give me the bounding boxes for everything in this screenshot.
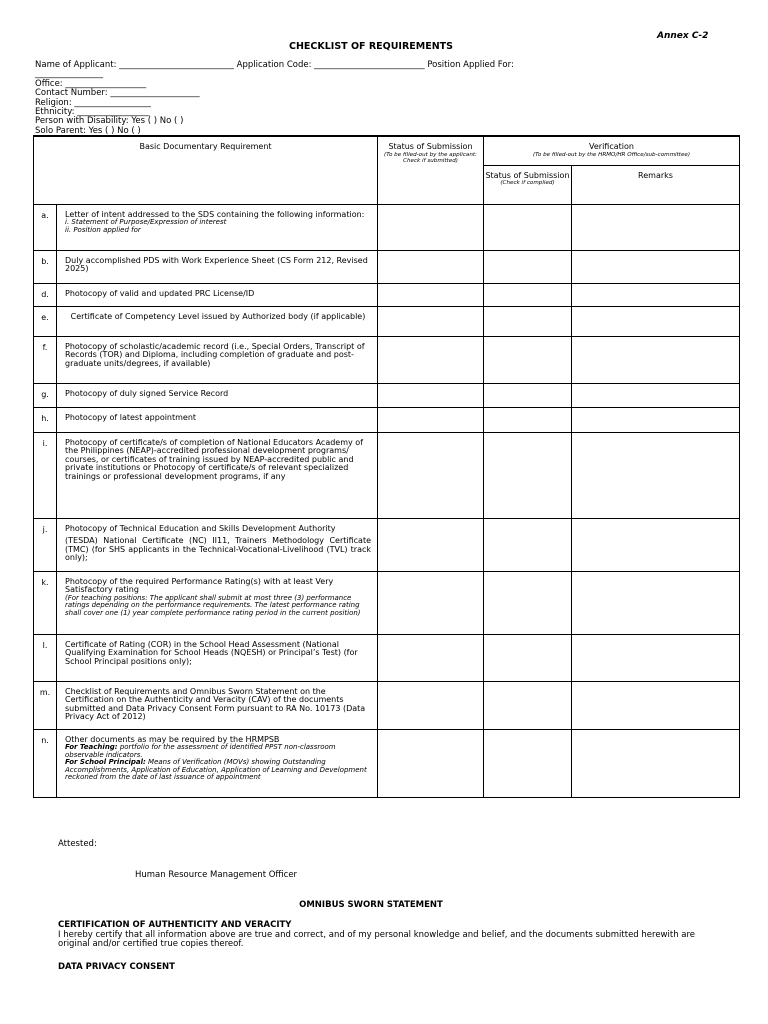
row-letter: i. <box>34 432 57 518</box>
cav-title: CERTIFICATION OF AUTHENTICITY AND VERACITY <box>58 920 292 930</box>
data-privacy-title: DATA PRIVACY CONSENT <box>58 962 175 972</box>
table-row <box>34 407 740 432</box>
header-verif-status-label: Status of Submission <box>485 170 570 180</box>
solo-parent-field: Solo Parent: Yes ( ) No ( ) <box>35 125 141 136</box>
verification-status-cell[interactable] <box>484 250 572 283</box>
verification-status-cell[interactable] <box>484 729 572 797</box>
cav-text: I hereby certify that all information above are true and correct, and of my personal knowledge and belief, and the documents submitted herewith are original and/or certified true copies thereof. <box>58 930 696 950</box>
requirement-text: Photocopy of the required Performance Rating(s) with at least Very Satisfactory rating (For teaching positions: The applicant shall submit at most three (3) performance ratings depending on the performance requirements. The latest performance rating shall cover one (1) year complete performance rating period in the current position) <box>57 571 378 634</box>
table-row <box>34 283 740 306</box>
header-verification-label: Verification <box>589 142 634 151</box>
remarks-cell[interactable] <box>572 407 740 432</box>
remarks-cell[interactable] <box>572 306 740 336</box>
row-letter: n. <box>34 729 57 797</box>
omnibus-title: OMNIBUS SWORN STATEMENT <box>299 900 443 910</box>
remarks-cell[interactable] <box>572 383 740 407</box>
requirement-text: Checklist of Requirements and Omnibus Sworn Statement on the Certification on the Authenticity and Veracity (CAV) of the documents submitted and Data Privacy Consent Form pursuant to RA No. 10173 (Data Privacy Act of 2012) <box>57 681 378 729</box>
office-field: Office: ___________________ <box>35 78 147 89</box>
header-verif-status-note: (Check if complied) <box>500 180 555 187</box>
row-letter: e. <box>34 306 57 336</box>
ethnicity-field: Ethnicity: _________________ <box>35 107 150 118</box>
row-letter: f. <box>34 336 57 383</box>
verification-status-cell[interactable] <box>484 204 572 250</box>
requirement-text: Certificate of Rating (COR) in the School Head Assessment (National Qualifying Examination for School Heads (NQESH) or Principal’s Test) (for School Principal positions only); <box>57 634 378 681</box>
row-letter: d. <box>34 283 57 306</box>
table-row <box>34 634 740 681</box>
annex-label: Annex C-2 <box>657 31 709 41</box>
status-checkbox-cell[interactable] <box>378 518 484 571</box>
header-remarks: Remarks <box>572 165 740 204</box>
remarks-cell[interactable] <box>572 729 740 797</box>
position-applied-field: Position Applied For: <box>427 60 514 70</box>
table-row <box>34 250 740 283</box>
contact-number-field: Contact Number: _____________________ <box>35 88 200 99</box>
requirement-text: Photocopy of valid and updated PRC License/ID <box>57 283 378 306</box>
table-row <box>34 204 740 250</box>
verification-status-cell[interactable] <box>484 383 572 407</box>
header-status-label: Status of Submission <box>388 142 473 151</box>
verification-status-cell[interactable] <box>484 571 572 634</box>
status-checkbox-cell[interactable] <box>378 681 484 729</box>
status-checkbox-cell[interactable] <box>378 383 484 407</box>
header-requirement: Basic Documentary Requirement <box>34 136 378 204</box>
table-row <box>34 306 740 336</box>
remarks-cell[interactable] <box>572 250 740 283</box>
remarks-cell[interactable] <box>572 204 740 250</box>
requirement-text: Letter of intent addressed to the SDS containing the following information: i. Statement of Purpose/Expression of interest ii. Position applied for <box>57 204 378 250</box>
for-teaching-label: For Teaching: <box>65 743 118 752</box>
verification-status-cell[interactable] <box>484 283 572 306</box>
applicant-line-1 <box>35 61 735 70</box>
row-letter: b. <box>34 250 57 283</box>
status-checkbox-cell[interactable] <box>378 250 484 283</box>
requirement-text: Other documents as may be required by the HRMPSB For Teaching: portfolio for the assessment of identified PPST non-classroom observable indicators. For School Principal: Means of Verification (MOVs) showing Outstanding Accomplishments, Application of Education, Application of Learning and Development reckoned from the date of last issuance of appointment <box>57 729 378 797</box>
for-school-principal-label: For School Principal: <box>65 758 146 767</box>
table-row <box>34 681 740 729</box>
remarks-cell[interactable] <box>572 681 740 729</box>
requirements-table <box>33 135 740 798</box>
verification-status-cell[interactable] <box>484 432 572 518</box>
remarks-cell[interactable] <box>572 518 740 571</box>
row-letter: g. <box>34 383 57 407</box>
attested-label: Attested: <box>58 839 97 849</box>
position-blank: ________________ <box>35 69 103 80</box>
table-row <box>34 518 740 571</box>
applicant-info <box>35 61 735 136</box>
verification-status-cell[interactable] <box>484 407 572 432</box>
status-checkbox-cell[interactable] <box>378 283 484 306</box>
hrmo-label: Human Resource Management Officer <box>135 870 298 880</box>
verification-status-cell[interactable] <box>484 306 572 336</box>
row-letter: m. <box>34 681 57 729</box>
requirement-text: Photocopy of duly signed Service Record <box>57 383 378 407</box>
table-row <box>34 383 740 407</box>
requirement-text: Photocopy of Technical Education and Skills Development Authority (TESDA) National Certificate (NC) II11, Trainers Methodology Certificate (TMC) (for SHS applicants in the Technical-Vocational-Livelihood (TVL) track only); <box>57 518 378 571</box>
pwd-field: Person with Disability: Yes ( ) No ( ) <box>35 116 184 127</box>
status-checkbox-cell[interactable] <box>378 432 484 518</box>
row-letter: h. <box>34 407 57 432</box>
row-letter: j. <box>34 518 57 571</box>
remarks-cell[interactable] <box>572 336 740 383</box>
header-status <box>378 136 484 204</box>
requirement-text: Duly accomplished PDS with Work Experience Sheet (CS Form 212, Revised 2025) <box>57 250 378 283</box>
status-checkbox-cell[interactable] <box>378 634 484 681</box>
remarks-cell[interactable] <box>572 432 740 518</box>
status-checkbox-cell[interactable] <box>378 571 484 634</box>
religion-field: Religion: __________________ <box>35 97 151 108</box>
header-verification-note: (To be filled-out by the HRMO/HR Office/sub-committee) <box>532 151 691 158</box>
page-title: CHECKLIST OF REQUIREMENTS <box>289 41 453 52</box>
status-checkbox-cell[interactable] <box>378 306 484 336</box>
remarks-cell[interactable] <box>572 634 740 681</box>
status-checkbox-cell[interactable] <box>378 336 484 383</box>
application-code-field: Application Code: __________________________ <box>236 60 425 70</box>
requirement-text: Photocopy of scholastic/academic record (i.e., Special Orders, Transcript of Records (TOR) and Diploma, including completion of graduate and post-graduate units/degrees, if available) <box>57 336 378 383</box>
table-row <box>34 729 740 797</box>
header-status-note: (To be filled-out by the applicant: Check if submitted) <box>384 151 477 164</box>
table-row <box>34 432 740 518</box>
status-checkbox-cell[interactable] <box>378 729 484 797</box>
remarks-cell[interactable] <box>572 283 740 306</box>
row-letter: l. <box>34 634 57 681</box>
status-checkbox-cell[interactable] <box>378 407 484 432</box>
requirement-text: Certificate of Competency Level issued by Authorized body (if applicable) <box>57 306 378 336</box>
requirement-text: Photocopy of certificate/s of completion of National Educators Academy of the Philippines (NEAP)-accredited professional development programs/ courses, or certificates of training issued by NEAP-accredited public and private institutions or Photocopy of certificate/s of relevant specialized trainings or professional development programs, if any <box>57 432 378 518</box>
status-checkbox-cell[interactable] <box>378 204 484 250</box>
requirement-text: Photocopy of latest appointment <box>57 407 378 432</box>
table-row <box>34 336 740 383</box>
header-verif-status <box>484 165 572 204</box>
verification-status-cell[interactable] <box>484 518 572 571</box>
verification-status-cell[interactable] <box>484 681 572 729</box>
verification-status-cell[interactable] <box>484 634 572 681</box>
header-verification <box>484 136 740 165</box>
table-row <box>34 571 740 634</box>
row-letter: a. <box>34 204 57 250</box>
verification-status-cell[interactable] <box>484 336 572 383</box>
name-of-applicant-field: Name of Applicant: ___________________________ <box>35 60 234 70</box>
remarks-cell[interactable] <box>572 571 740 634</box>
row-letter: k. <box>34 571 57 634</box>
